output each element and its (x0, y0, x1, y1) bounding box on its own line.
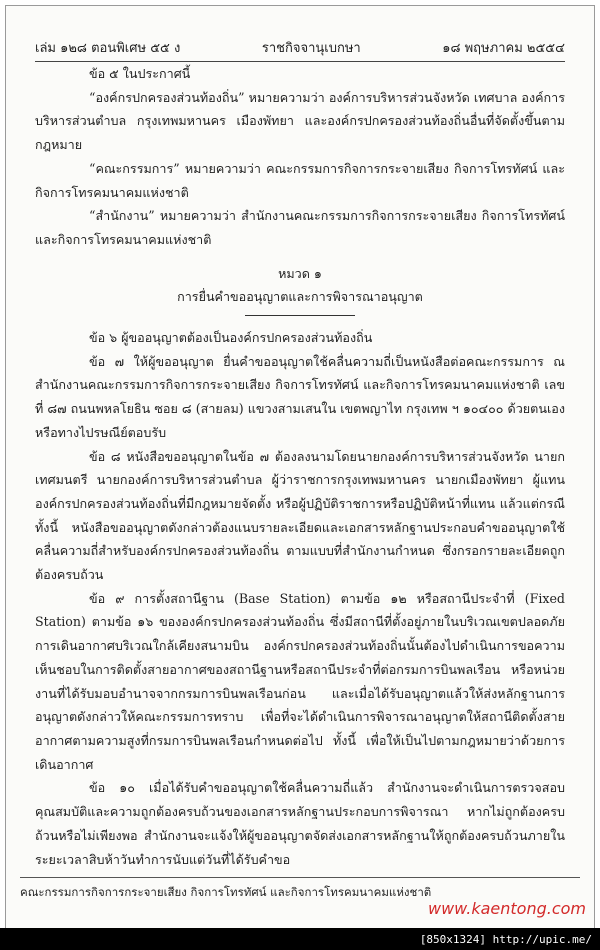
paragraph: ข้อ ๕ ในประกาศนี้ (89, 66, 191, 81)
footer-text: คณะกรรมการกิจการกระจายเสียง กิจการโทรทัศน์ และกิจการโทรคมนาคมแห่งชาติ (20, 877, 580, 902)
section-divider (245, 315, 355, 316)
paragraph: ข้อ ๑๐ เมื่อได้รับคำขออนุญาตใช้คลื่นความถี่แล้ว สำนักงานจะดำเนินการตรวจสอบคุณสมบัติและความถูกต้องครบถ้วนของเอกสารหลักฐานประกอบการพิจารณา หากไม่ถูกต้องครบถ้วนหรือไม่เพียงพอ สำนักงานจะแจ้งให้ผู้ขออนุญาตจัดส่งเอกสารหลักฐานให้ถูกต้องครบถ้วนภายในระยะเวลาสิบห้าวันทำการนับแต่วันที่ได้รับคำขอ (35, 780, 565, 867)
paragraph: “สำนักงาน” หมายความว่า สำนักงานคณะกรรมการกิจการกระจายเสียง กิจการโทรทัศน์ และกิจการโทรคมนาคมแห่งชาติ (35, 208, 565, 247)
section-heading: หมวด ๑ (278, 265, 322, 281)
paragraph: “องค์กรปกครองส่วนท้องถิ่น” หมายความว่า องค์การบริหารส่วนจังหวัด เทศบาล องค์การบริหารส่วนตำบล กรุงเทพมหานคร เมืองพัทยา และองค์กรปกครองส่วนท้องถิ่นอื่นที่จัดตั้งขึ้นตามกฎหมาย (35, 89, 565, 153)
section-heading: การยื่นคำขออนุญาตและการพิจารณาอนุญาต (177, 289, 423, 305)
page-header (35, 37, 565, 62)
header-gazette: ราชกิจจานุเบกษา (261, 41, 361, 56)
paragraph: ข้อ ๙ การตั้งสถานีฐาน (Base Station) ตามข้อ ๑๒ หรือสถานีประจำที่ (Fixed Station) ตามข้อ ๑๖ ขององค์กรปกครองส่วนท้องถิ่น ซึ่งมีสถานีที่ตั้งอยู่ภายในบริเวณเขตปลอดภัยการเดินอากาศบริเวณใกล้เคียงสนามบิน องค์กรปกครองส่วนท้องถิ่นนั้นต้องไปดำเนินการขอความเห็นชอบในการติดตั้งสายอากาศของสถานีฐานหรือสถานีประจำที่ต่อกรมการบินพลเรือน หรือหน่วยงานที่ได้รับมอบอำนาจจากกรมการบินพลเรือนก่อน และเมื่อได้รับอนุญาตแล้วให้ส่งหลักฐานการอนุญาตดังกล่าวให้คณะกรรมการทราบ เพื่อที่จะได้ดำเนินการพิจารณาอนุญาตให้สถานีติดตั้งสายอากาศตามความสูงที่กรมการบินพลเรือนกำหนดต่อไป ทั้งนี้ เพื่อให้เป็นไปตามกฎหมายว่าด้วยการเดินอากาศ (35, 590, 565, 772)
watermark: www.kaentong.com (428, 899, 586, 918)
image-info-text: [850x1324] http://upic.me/ (419, 932, 592, 946)
header-date: ๑๘ พฤษภาคม ๒๕๕๔ (442, 41, 565, 56)
header-volume: เล่ม ๑๒๘ ตอนพิเศษ ๕๕ ง (35, 41, 181, 56)
paragraph-gap (35, 252, 565, 262)
document-body (35, 62, 565, 871)
paragraph: ข้อ ๖ ผู้ขออนุญาตต้องเป็นองค์กรปกครองส่วนท้องถิ่น (89, 330, 373, 346)
paragraph: “คณะกรรมการ” หมายความว่า คณะกรรมการกิจการกระจายเสียง กิจการโทรทัศน์ และกิจการโทรคมนาคมแห่งชาติ (35, 160, 565, 200)
image-info-bar (0, 928, 600, 950)
paragraph: ข้อ ๘ หนังสือขออนุญาตในข้อ ๗ ต้องลงนามโดยนายกองค์การบริหารส่วนจังหวัด นายกเทศมนตรี นายกองค์การบริหารส่วนตำบล ผู้ว่าราชการกรุงเทพมหานคร นายกเมืองพัทยา ผู้แทนองค์กรปกครองส่วนท้องถิ่นที่มีกฎหมายจัดตั้ง หรือผู้ปฏิบัติราชการหรือปฏิบัติหน้าที่แทน แล้วแต่กรณี ทั้งนี้ หนังสือขออนุญาตดังกล่าวต้องแนบรายละเอียดและเอกสารหลักฐานประกอบคำขออนุญาตใช้คลื่นความถี่สำหรับองค์กรปกครองส่วนท้องถิ่น ตามแบบที่สำนักงานกำหนด ซึ่งกรอกรายละเอียดถูกต้องครบถ้วน (35, 448, 565, 583)
paragraph: ข้อ ๗ ให้ผู้ขออนุญาต ยื่นคำขออนุญาตใช้คลื่นความถี่เป็นหนังสือต่อคณะกรรมการ ณ สำนักงานคณะกรรมการกิจการกระจายเสียง กิจการโทรทัศน์ และกิจการโทรคมนาคมแห่งชาติ เลขที่ ๘๗ ถนนพหลโยธิน ซอย ๘ (สายลม) แขวงสามเสนใน เขตพญาไท กรุงเทพ ฯ ๑๐๔๐๐ ด้วยตนเองหรือทางไปรษณีย์ตอบรับ (35, 353, 565, 440)
